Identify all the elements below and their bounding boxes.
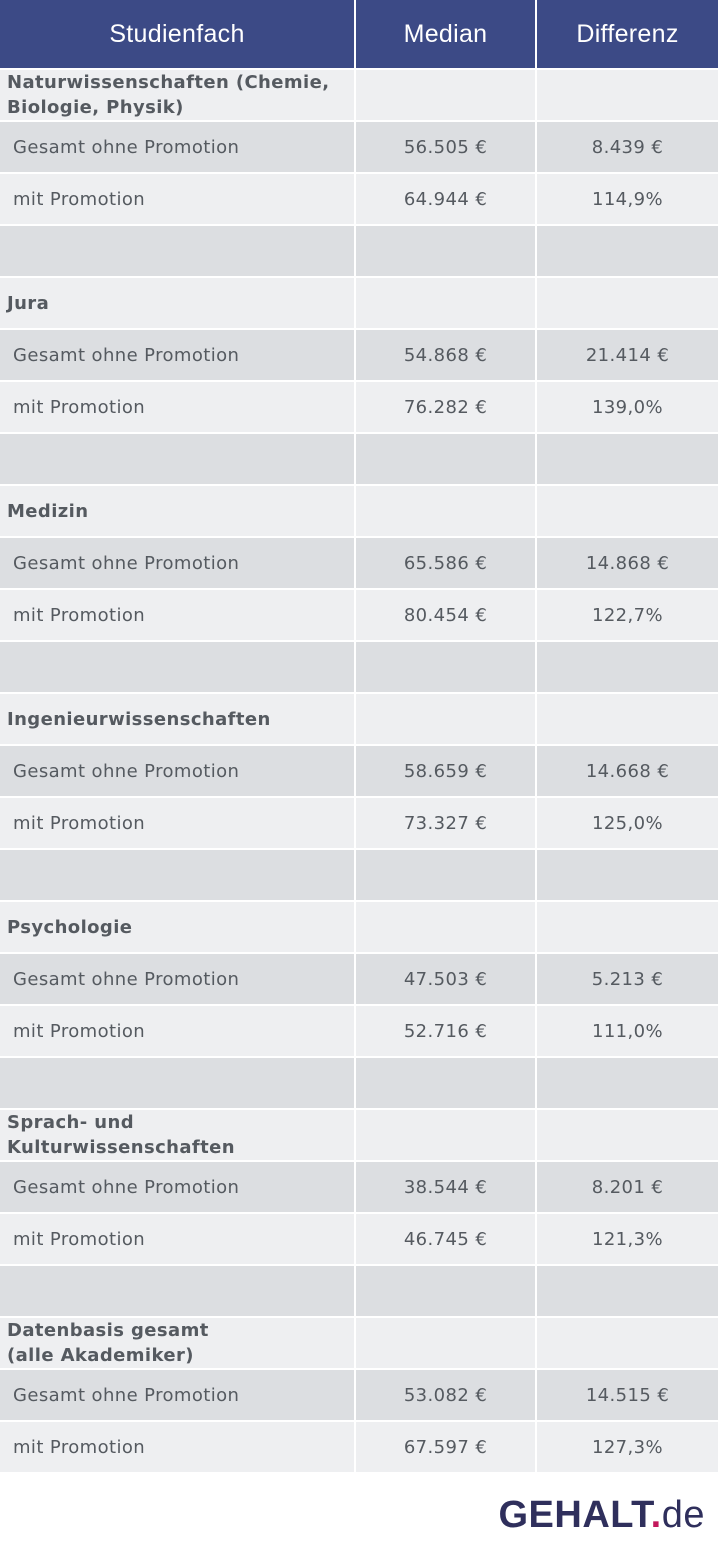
table-header	[0, 0, 718, 70]
row-label: Gesamt ohne Promotion	[0, 122, 354, 172]
category-row	[0, 278, 718, 330]
row-label: Gesamt ohne Promotion	[0, 1162, 354, 1212]
spacer-cell	[356, 642, 535, 692]
table-row	[0, 174, 718, 226]
empty-cell	[537, 1318, 718, 1368]
spacer-cell	[356, 850, 535, 900]
median-value: 73.327 €	[356, 798, 535, 848]
median-value: 54.868 €	[356, 330, 535, 380]
empty-cell	[356, 1110, 535, 1160]
spacer-cell	[356, 434, 535, 484]
median-value: 56.505 €	[356, 122, 535, 172]
difference-value: 122,7%	[537, 590, 718, 640]
category-label: Medizin	[0, 486, 354, 536]
difference-value: 14.668 €	[537, 746, 718, 796]
median-value: 47.503 €	[356, 954, 535, 1004]
difference-value: 111,0%	[537, 1006, 718, 1056]
category-row	[0, 694, 718, 746]
table-row	[0, 1162, 718, 1214]
category-label: Naturwissenschaften (Chemie, Biologie, Physik)	[0, 70, 354, 120]
empty-cell	[356, 70, 535, 120]
table-row	[0, 538, 718, 590]
table-row	[0, 1370, 718, 1422]
row-label: mit Promotion	[0, 382, 354, 432]
row-label: mit Promotion	[0, 1422, 354, 1472]
empty-cell	[537, 694, 718, 744]
table-row	[0, 798, 718, 850]
table-row	[0, 746, 718, 798]
spacer-cell	[0, 226, 354, 276]
row-label: mit Promotion	[0, 590, 354, 640]
empty-cell	[356, 902, 535, 952]
spacer-cell	[0, 1266, 354, 1316]
difference-value: 14.515 €	[537, 1370, 718, 1420]
spacer-row	[0, 434, 718, 486]
spacer-cell	[537, 642, 718, 692]
category-row	[0, 486, 718, 538]
table-row	[0, 1422, 718, 1474]
spacer-cell	[537, 850, 718, 900]
empty-cell	[537, 278, 718, 328]
category-label: Sprach- und Kulturwissenschaften	[0, 1110, 354, 1160]
spacer-cell	[356, 1266, 535, 1316]
spacer-cell	[537, 226, 718, 276]
spacer-row	[0, 1266, 718, 1318]
spacer-cell	[0, 1058, 354, 1108]
empty-cell	[356, 486, 535, 536]
row-label: Gesamt ohne Promotion	[0, 746, 354, 796]
category-label: Ingenieurwissenschaften	[0, 694, 354, 744]
table-row	[0, 122, 718, 174]
category-label: Jura	[0, 278, 354, 328]
header-studienfach: Studienfach	[0, 0, 354, 68]
difference-value: 21.414 €	[537, 330, 718, 380]
difference-value: 139,0%	[537, 382, 718, 432]
table-row	[0, 1214, 718, 1266]
row-label: Gesamt ohne Promotion	[0, 1370, 354, 1420]
spacer-cell	[537, 1266, 718, 1316]
difference-value: 121,3%	[537, 1214, 718, 1264]
table-row	[0, 590, 718, 642]
median-value: 80.454 €	[356, 590, 535, 640]
median-value: 52.716 €	[356, 1006, 535, 1056]
median-value: 58.659 €	[356, 746, 535, 796]
row-label: mit Promotion	[0, 1006, 354, 1056]
difference-value: 125,0%	[537, 798, 718, 848]
category-label: Datenbasis gesamt (alle Akademiker)	[0, 1318, 354, 1368]
empty-cell	[537, 1110, 718, 1160]
row-label: mit Promotion	[0, 798, 354, 848]
empty-cell	[537, 70, 718, 120]
spacer-row	[0, 1058, 718, 1110]
spacer-cell	[356, 226, 535, 276]
spacer-row	[0, 642, 718, 694]
spacer-cell	[0, 434, 354, 484]
header-differenz: Differenz	[537, 0, 718, 68]
spacer-cell	[0, 850, 354, 900]
table-row	[0, 954, 718, 1006]
difference-value: 14.868 €	[537, 538, 718, 588]
median-value: 64.944 €	[356, 174, 535, 224]
row-label: mit Promotion	[0, 174, 354, 224]
spacer-cell	[0, 642, 354, 692]
median-value: 65.586 €	[356, 538, 535, 588]
spacer-cell	[356, 1058, 535, 1108]
empty-cell	[537, 486, 718, 536]
median-value: 38.544 €	[356, 1162, 535, 1212]
row-label: Gesamt ohne Promotion	[0, 330, 354, 380]
category-row	[0, 1318, 718, 1370]
median-value: 67.597 €	[356, 1422, 535, 1472]
row-label: Gesamt ohne Promotion	[0, 954, 354, 1004]
spacer-row	[0, 850, 718, 902]
category-row	[0, 70, 718, 122]
header-median: Median	[356, 0, 535, 68]
median-value: 76.282 €	[356, 382, 535, 432]
row-label: Gesamt ohne Promotion	[0, 538, 354, 588]
spacer-row	[0, 226, 718, 278]
empty-cell	[356, 278, 535, 328]
difference-value: 127,3%	[537, 1422, 718, 1472]
category-row	[0, 1110, 718, 1162]
empty-cell	[356, 694, 535, 744]
difference-value: 114,9%	[537, 174, 718, 224]
median-value: 53.082 €	[356, 1370, 535, 1420]
spacer-cell	[537, 434, 718, 484]
table-row	[0, 1006, 718, 1058]
table-row	[0, 330, 718, 382]
empty-cell	[537, 902, 718, 952]
difference-value: 8.439 €	[537, 122, 718, 172]
difference-value: 8.201 €	[537, 1162, 718, 1212]
empty-cell	[356, 1318, 535, 1368]
category-label: Psychologie	[0, 902, 354, 952]
gehalt-logo: GEHALT.de	[498, 1494, 705, 1536]
median-value: 46.745 €	[356, 1214, 535, 1264]
difference-value: 5.213 €	[537, 954, 718, 1004]
spacer-cell	[537, 1058, 718, 1108]
category-row	[0, 902, 718, 954]
table-row	[0, 382, 718, 434]
row-label: mit Promotion	[0, 1214, 354, 1264]
